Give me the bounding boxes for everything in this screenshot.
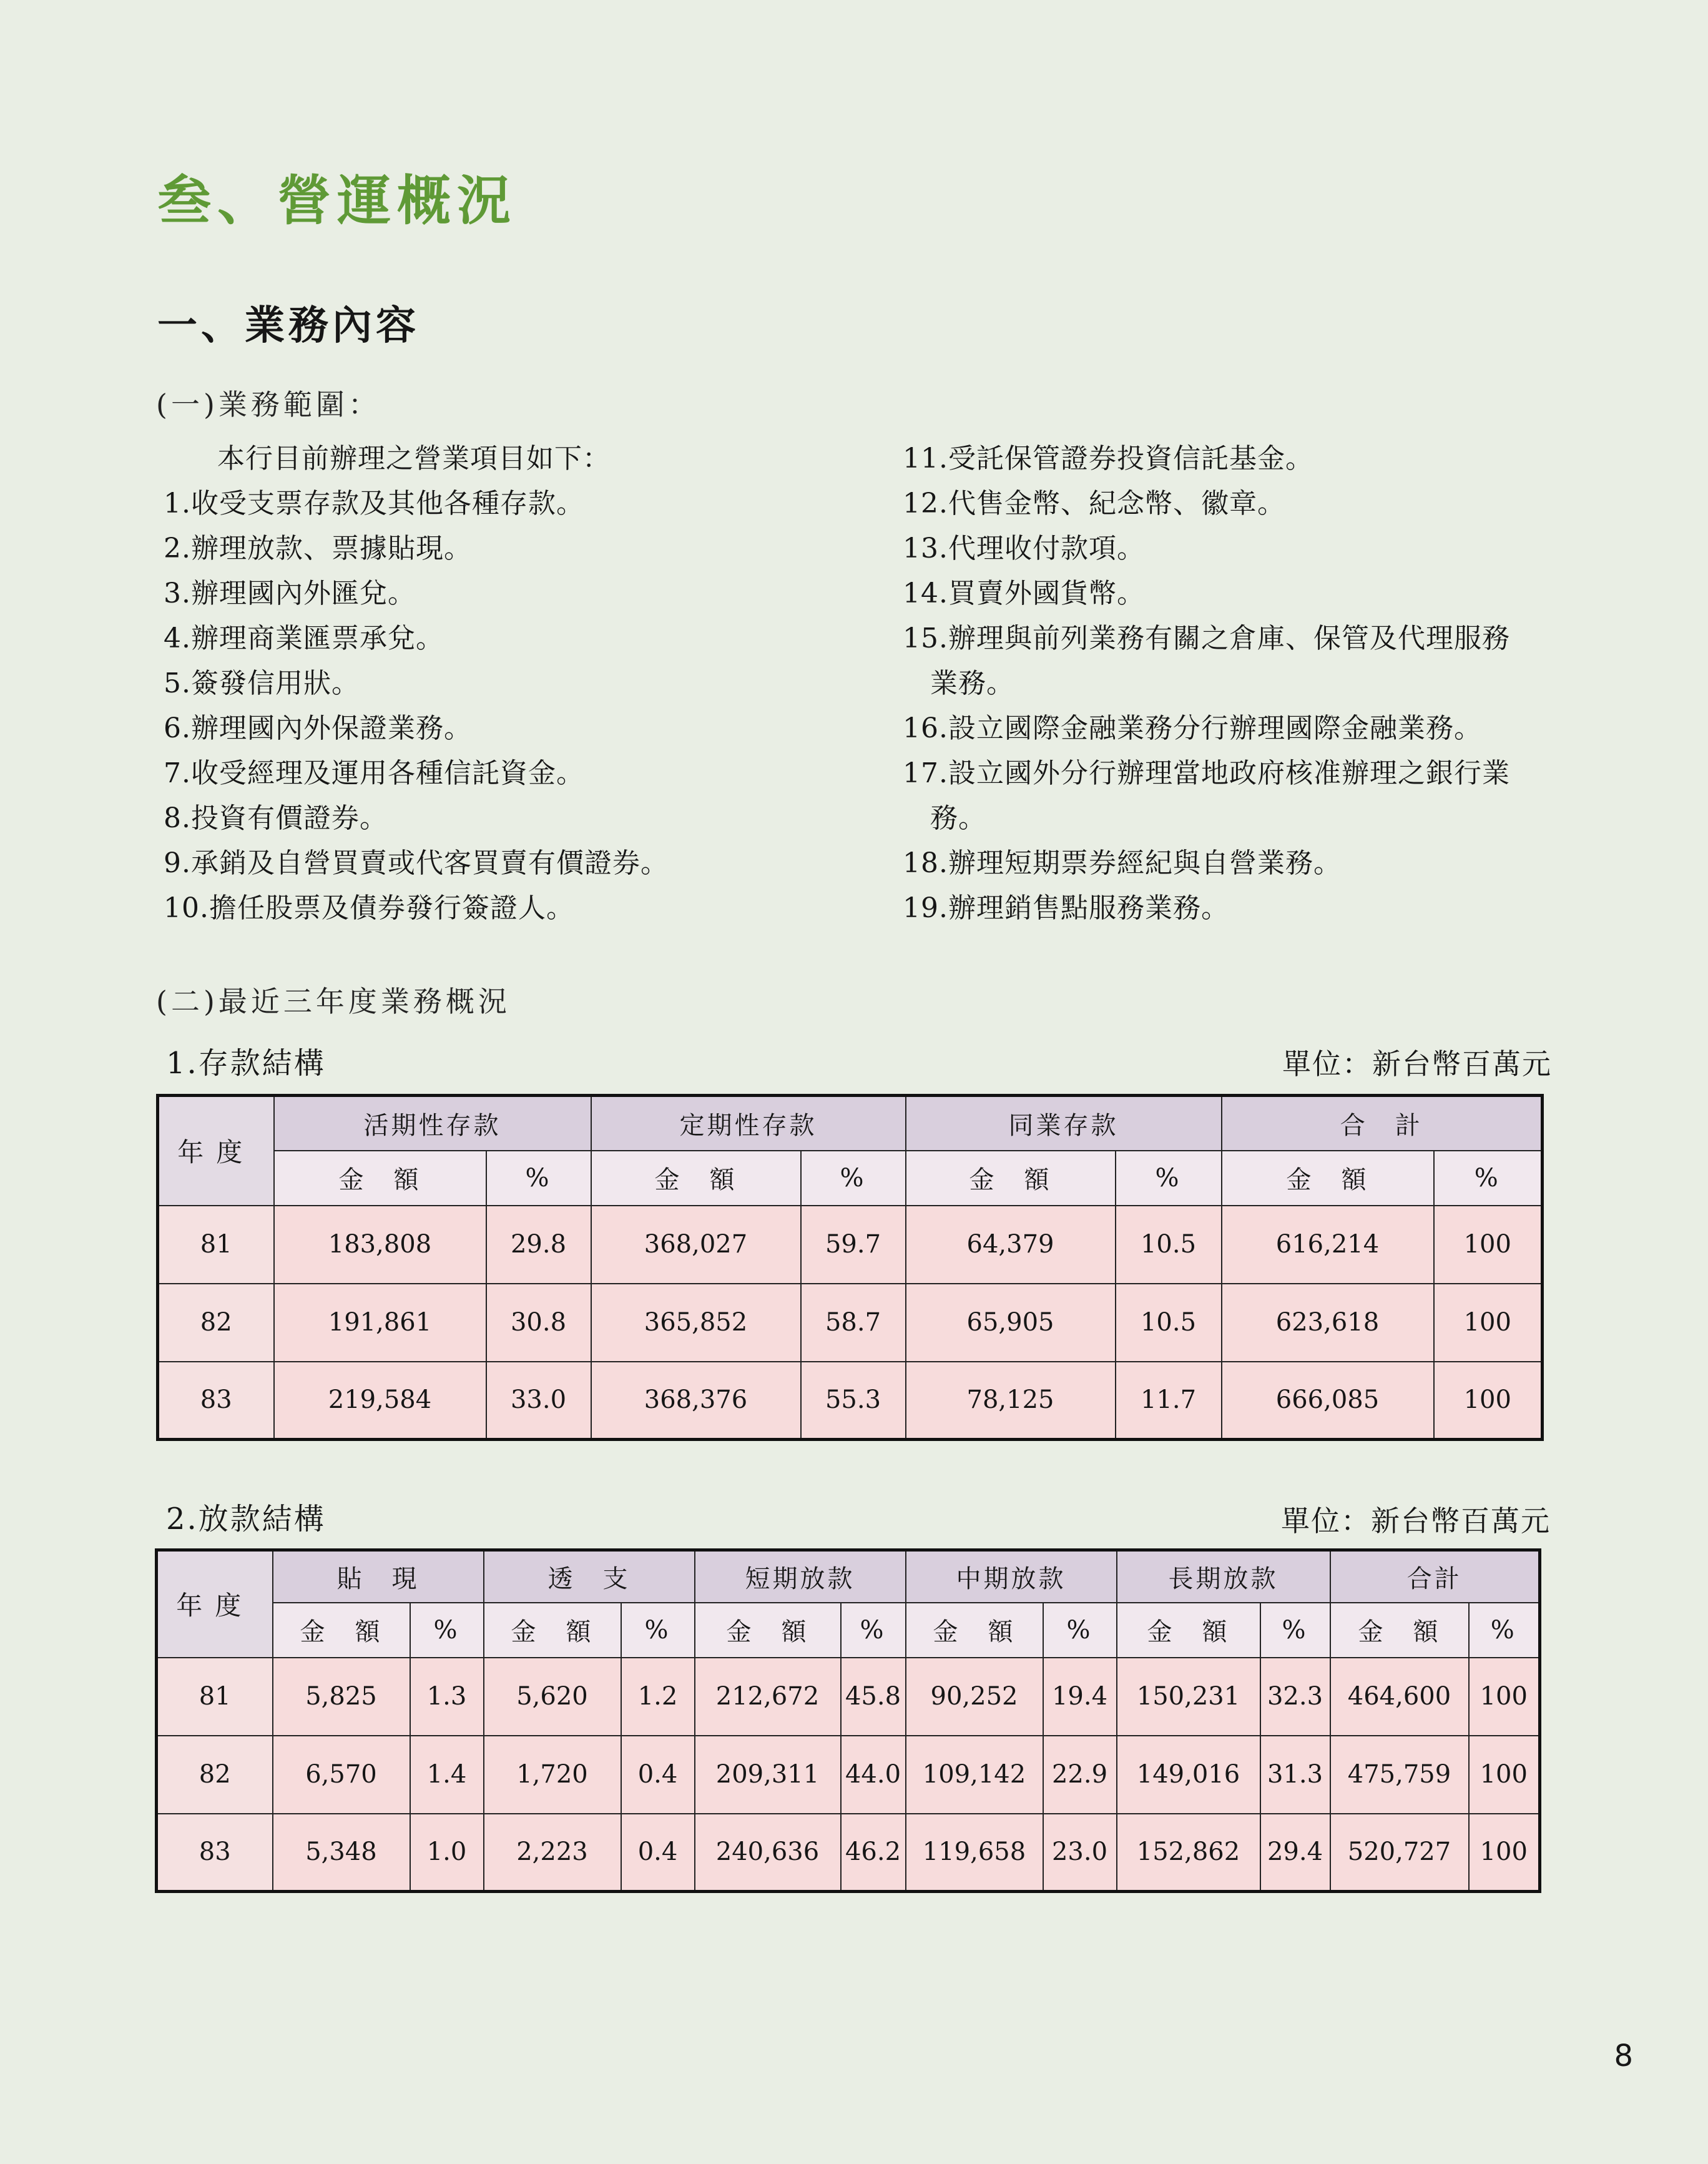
year-cell: 83 xyxy=(158,1362,274,1440)
deposit-table-unit: 單位：新台幣百萬元 xyxy=(1282,1047,1552,1081)
amount-header: 金 額 xyxy=(591,1151,801,1206)
year-cell: 81 xyxy=(158,1206,274,1284)
table-cell: 10.5 xyxy=(1116,1206,1222,1284)
table-cell: 22.9 xyxy=(1043,1736,1117,1814)
group-header: 活期性存款 xyxy=(274,1096,591,1151)
year-cell: 82 xyxy=(157,1736,273,1814)
table-cell: 191,861 xyxy=(274,1284,486,1362)
year-cell: 82 xyxy=(158,1284,274,1362)
table-cell: 666,085 xyxy=(1222,1362,1434,1440)
overview-heading: (二)最近三年度業務概況 xyxy=(156,985,511,1018)
percent-header: % xyxy=(801,1151,906,1206)
percent-header: % xyxy=(841,1603,906,1658)
table-cell: 90,252 xyxy=(906,1658,1043,1736)
loan-table-title: 2.放款結構 xyxy=(166,1502,326,1537)
group-header: 合計 xyxy=(1330,1550,1540,1603)
scope-item: 5.簽發信用狀。 xyxy=(164,667,360,699)
table-row xyxy=(157,1658,1540,1736)
table-cell: 59.7 xyxy=(801,1206,906,1284)
table-cell: 6,570 xyxy=(273,1736,410,1814)
year-header: 年度 xyxy=(157,1550,273,1658)
table-cell: 5,348 xyxy=(273,1814,410,1892)
amount-header: 金 額 xyxy=(695,1603,841,1658)
table-cell: 464,600 xyxy=(1330,1658,1469,1736)
year-cell: 81 xyxy=(157,1658,273,1736)
group-header: 合 計 xyxy=(1222,1096,1543,1151)
table-cell: 520,727 xyxy=(1330,1814,1469,1892)
table-cell: 19.4 xyxy=(1043,1658,1117,1736)
table-cell: 23.0 xyxy=(1043,1814,1117,1892)
scope-intro: 本行目前辦理之營業項目如下： xyxy=(217,443,611,475)
scope-item: 1.收受支票存款及其他各種存款。 xyxy=(164,488,584,519)
table-cell: 11.7 xyxy=(1116,1362,1222,1440)
table-cell: 58.7 xyxy=(801,1284,906,1362)
table-cell: 46.2 xyxy=(841,1814,906,1892)
table-cell: 29.8 xyxy=(486,1206,591,1284)
table-cell: 212,672 xyxy=(695,1658,841,1736)
scope-item: 2.辦理放款、票據貼現。 xyxy=(164,533,472,564)
table-cell: 29.4 xyxy=(1260,1814,1330,1892)
scope-item: 13.代理收付款項。 xyxy=(903,533,1145,564)
table-cell: 1.4 xyxy=(410,1736,484,1814)
scope-item: 15.辦理與前列業務有關之倉庫、保管及代理服務 xyxy=(903,622,1510,654)
table-cell: 365,852 xyxy=(591,1284,801,1362)
table-cell: 368,376 xyxy=(591,1362,801,1440)
percent-header: % xyxy=(1260,1603,1330,1658)
group-header: 定期性存款 xyxy=(591,1096,906,1151)
scope-item: 14.買賣外國貨幣。 xyxy=(903,578,1145,609)
table-cell: 100 xyxy=(1434,1362,1543,1440)
table-cell: 33.0 xyxy=(486,1362,591,1440)
scope-item: 4.辦理商業匯票承兌。 xyxy=(164,622,444,654)
group-header: 同業存款 xyxy=(906,1096,1222,1151)
table-cell: 100 xyxy=(1469,1814,1540,1892)
page-number: 8 xyxy=(1614,2039,1633,2073)
table-cell: 78,125 xyxy=(906,1362,1116,1440)
table-cell: 119,658 xyxy=(906,1814,1043,1892)
scope-item: 10.擔任股票及債券發行簽證人。 xyxy=(164,892,574,924)
table-cell: 100 xyxy=(1469,1658,1540,1736)
scope-item: 17.設立國外分行辦理當地政府核准辦理之銀行業 xyxy=(903,757,1510,789)
table-cell: 31.3 xyxy=(1260,1736,1330,1814)
scope-item: 8.投資有價證券。 xyxy=(164,802,388,834)
table-cell: 64,379 xyxy=(906,1206,1116,1284)
table-cell: 44.0 xyxy=(841,1736,906,1814)
group-header: 透 支 xyxy=(484,1550,695,1603)
percent-header: % xyxy=(1434,1151,1543,1206)
table-cell: 55.3 xyxy=(801,1362,906,1440)
table-cell: 150,231 xyxy=(1117,1658,1260,1736)
table-cell: 5,620 xyxy=(484,1658,621,1736)
group-header: 中期放款 xyxy=(906,1550,1117,1603)
deposit-table xyxy=(156,1094,1544,1441)
table-cell: 152,862 xyxy=(1117,1814,1260,1892)
table-cell: 45.8 xyxy=(841,1658,906,1736)
table-cell: 32.3 xyxy=(1260,1658,1330,1736)
table-cell: 109,142 xyxy=(906,1736,1043,1814)
table-cell: 209,311 xyxy=(695,1736,841,1814)
group-header: 長期放款 xyxy=(1117,1550,1330,1603)
table-cell: 100 xyxy=(1434,1284,1543,1362)
group-header: 貼 現 xyxy=(273,1550,484,1603)
table-cell: 65,905 xyxy=(906,1284,1116,1362)
percent-header: % xyxy=(1469,1603,1540,1658)
amount-header: 金 額 xyxy=(274,1151,486,1206)
amount-header: 金 額 xyxy=(1330,1603,1469,1658)
scope-item: 12.代售金幣、紀念幣、徽章。 xyxy=(903,488,1285,519)
table-row xyxy=(158,1284,1543,1362)
percent-header: % xyxy=(410,1603,484,1658)
table-cell: 623,618 xyxy=(1222,1284,1434,1362)
scope-item: 9.承銷及自營買賣或代客買賣有價證券。 xyxy=(164,847,669,879)
amount-header: 金 額 xyxy=(906,1603,1043,1658)
section-title: 一、業務內容 xyxy=(157,303,420,349)
table-cell: 616,214 xyxy=(1222,1206,1434,1284)
table-row xyxy=(157,1736,1540,1814)
percent-header: % xyxy=(1116,1151,1222,1206)
year-cell: 83 xyxy=(157,1814,273,1892)
table-cell: 5,825 xyxy=(273,1658,410,1736)
scope-item: 3.辦理國內外匯兌。 xyxy=(164,578,416,609)
table-cell: 30.8 xyxy=(486,1284,591,1362)
table-cell: 1,720 xyxy=(484,1736,621,1814)
scope-item: 19.辦理銷售點服務業務。 xyxy=(903,892,1229,924)
scope-item: 16.設立國際金融業務分行辦理國際金融業務。 xyxy=(903,712,1482,744)
scope-item: 6.辦理國內外保證業務。 xyxy=(164,712,472,744)
amount-header: 金 額 xyxy=(1222,1151,1434,1206)
table-row xyxy=(157,1814,1540,1892)
chapter-title: 叁、營運概況 xyxy=(157,170,517,232)
scope-heading: (一)業務範圍： xyxy=(156,388,381,421)
table-cell: 1.0 xyxy=(410,1814,484,1892)
scope-item: 7.收受經理及運用各種信託資金。 xyxy=(164,757,584,789)
scope-item-continued: 務。 xyxy=(930,802,986,834)
table-cell: 219,584 xyxy=(274,1362,486,1440)
table-cell: 183,808 xyxy=(274,1206,486,1284)
year-header: 年度 xyxy=(158,1096,274,1206)
deposit-table-title: 1.存款結構 xyxy=(166,1046,326,1081)
scope-item: 18.辦理短期票券經紀與自營業務。 xyxy=(903,847,1342,879)
amount-header: 金 額 xyxy=(1117,1603,1260,1658)
group-header: 短期放款 xyxy=(695,1550,906,1603)
table-cell: 10.5 xyxy=(1116,1284,1222,1362)
scope-item: 11.受託保管證券投資信託基金。 xyxy=(903,443,1313,475)
table-cell: 100 xyxy=(1434,1206,1543,1284)
scope-item-continued: 業務。 xyxy=(930,667,1014,699)
table-cell: 368,027 xyxy=(591,1206,801,1284)
table-row xyxy=(158,1206,1543,1284)
amount-header: 金 額 xyxy=(273,1603,410,1658)
table-row xyxy=(158,1362,1543,1440)
table-cell: 0.4 xyxy=(621,1736,695,1814)
table-cell: 0.4 xyxy=(621,1814,695,1892)
amount-header: 金 額 xyxy=(484,1603,621,1658)
loan-table xyxy=(155,1548,1541,1893)
table-cell: 1.2 xyxy=(621,1658,695,1736)
loan-table-unit: 單位：新台幣百萬元 xyxy=(1281,1504,1551,1538)
percent-header: % xyxy=(486,1151,591,1206)
table-cell: 149,016 xyxy=(1117,1736,1260,1814)
percent-header: % xyxy=(621,1603,695,1658)
table-cell: 475,759 xyxy=(1330,1736,1469,1814)
table-cell: 1.3 xyxy=(410,1658,484,1736)
table-cell: 2,223 xyxy=(484,1814,621,1892)
amount-header: 金 額 xyxy=(906,1151,1116,1206)
table-cell: 100 xyxy=(1469,1736,1540,1814)
table-cell: 240,636 xyxy=(695,1814,841,1892)
percent-header: % xyxy=(1043,1603,1117,1658)
